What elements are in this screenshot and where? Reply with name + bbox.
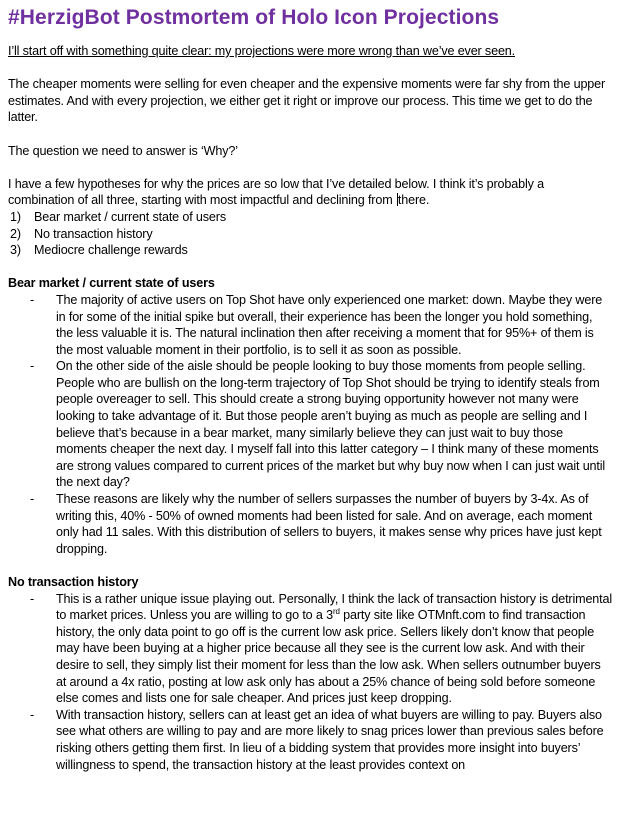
bear-market-bullets [8,292,612,558]
hypotheses-list [8,209,612,259]
hypotheses-intro-end: there. [397,193,430,208]
intro-sentence: I’ll start off with something quite clear: my projections were more wrong than we’ve ever seen. [8,44,515,58]
paragraph-estimates: The cheaper moments were selling for even cheaper and the expensive moments were far shy from the upper estimates. And with every projection, we either get it right or improve our process. This time we get to do the latter. [8,77,606,125]
paragraph-question: The question we need to answer is ‘Why?’ [8,143,238,158]
bullet-dash: - [30,359,35,374]
bullet-text: The majority of active users on Top Shot have only experienced one market: down. Maybe they were in for some of the initial spike but overall, their experience has been the longer you hold something, the less valuable it is. The natural inclination then after receiving a moment that for 95%+ of them is the most valuable moment in their portfolio, is to sell it as soon as possible. [56,292,603,357]
bullet-item [8,358,612,491]
ordinal-suffix: rd [332,607,340,616]
hypothesis-text: No transaction history [34,226,153,241]
bullet-text: On the other side of the aisle should be people looking to buy those moments from people selling. People who are bullish on the long-term trajectory of Top Shot should be trying to identify steals from people overeager to sell. This should create a strong buying opportunity however not many were looking to take advantage of it. But those people aren’t buying as much as people are selling and I believe that’s because in a bear market, many similarly believe they can just wait to buy those moments cheaper the next day. I myself fall into this latter category – I think many of these moments are strong values compared to current prices of the market but why buy now when I can just wait until the next day? [56,359,606,490]
section-heading-bear-market: Bear market / current state of users [8,276,215,291]
bullet-dash: - [30,707,35,722]
bullet-text: These reasons are likely why the number of sellers surpasses the number of buyers by 3-4x. As of writing this, 40% - 50% of owned moments had been listed for sale. And on average, each moment only had 11 sales. With this distribution of sellers to buyers, it makes sense why prices have just kept dropping. [56,492,602,556]
hypothesis-item [8,226,612,243]
bullet-dash: - [30,492,35,507]
bullet-dash: - [30,292,35,307]
hypothesis-number: 1) [10,209,21,224]
bullet-dash: - [30,591,35,606]
paragraph-hypotheses-intro [8,176,612,209]
bullet-item [8,591,612,707]
bullet-item [8,292,612,358]
bullet-text-part: This is a rather unique issue playing out. Personally, I think the lack of transaction history is detrimental to market prices. Unless you are willing to go to a 3 [56,591,613,623]
section-heading-transaction-history: No transaction history [8,575,139,589]
document-page [8,0,612,773]
bullet-text-part: party site like OTMnft.com to find transaction history, the only data point to go off is the current low ask price. Sellers likely don’t know that people may have been buying at a higher price because all they see is the current low ask. And with their desire to sell, they simply list their moment for less than the low ask. When sellers outnumber buyers at around a 4x ratio, posting at low ask only has about a 25% chance of being sold before someone else comes and lists one for sale cheaper. And prices just keep dropping. [56,608,601,706]
hypothesis-number: 2) [10,226,21,241]
hypothesis-item [8,209,612,226]
transaction-history-bullets [8,591,612,774]
hypothesis-text: Bear market / current state of users [34,209,226,224]
bullet-text [56,591,612,707]
hypothesis-text: Mediocre challenge rewards [34,243,188,258]
hypothesis-item [8,242,612,259]
document-title: #HerzigBot Postmortem of Holo Icon Projections [8,6,500,29]
bullet-text: With transaction history, sellers can at least get an idea of what buyers are willing to pay. Buyers also see what others are willing to pay and are more likely to snag prices lower than previous sales before risking others getting them first. In lieu of a bidding system that provides more insight into buyers’ willingness to spend, the transaction history at the least provides context on [56,707,604,772]
hypothesis-number: 3) [10,243,21,258]
hypotheses-intro-text: I have a few hypotheses for why the prices are so low that I’ve detailed below. I think it’s probably a combination of all three, starting with most impactful and declining from [8,176,544,208]
bullet-item [8,491,612,557]
bullet-item [8,707,612,773]
